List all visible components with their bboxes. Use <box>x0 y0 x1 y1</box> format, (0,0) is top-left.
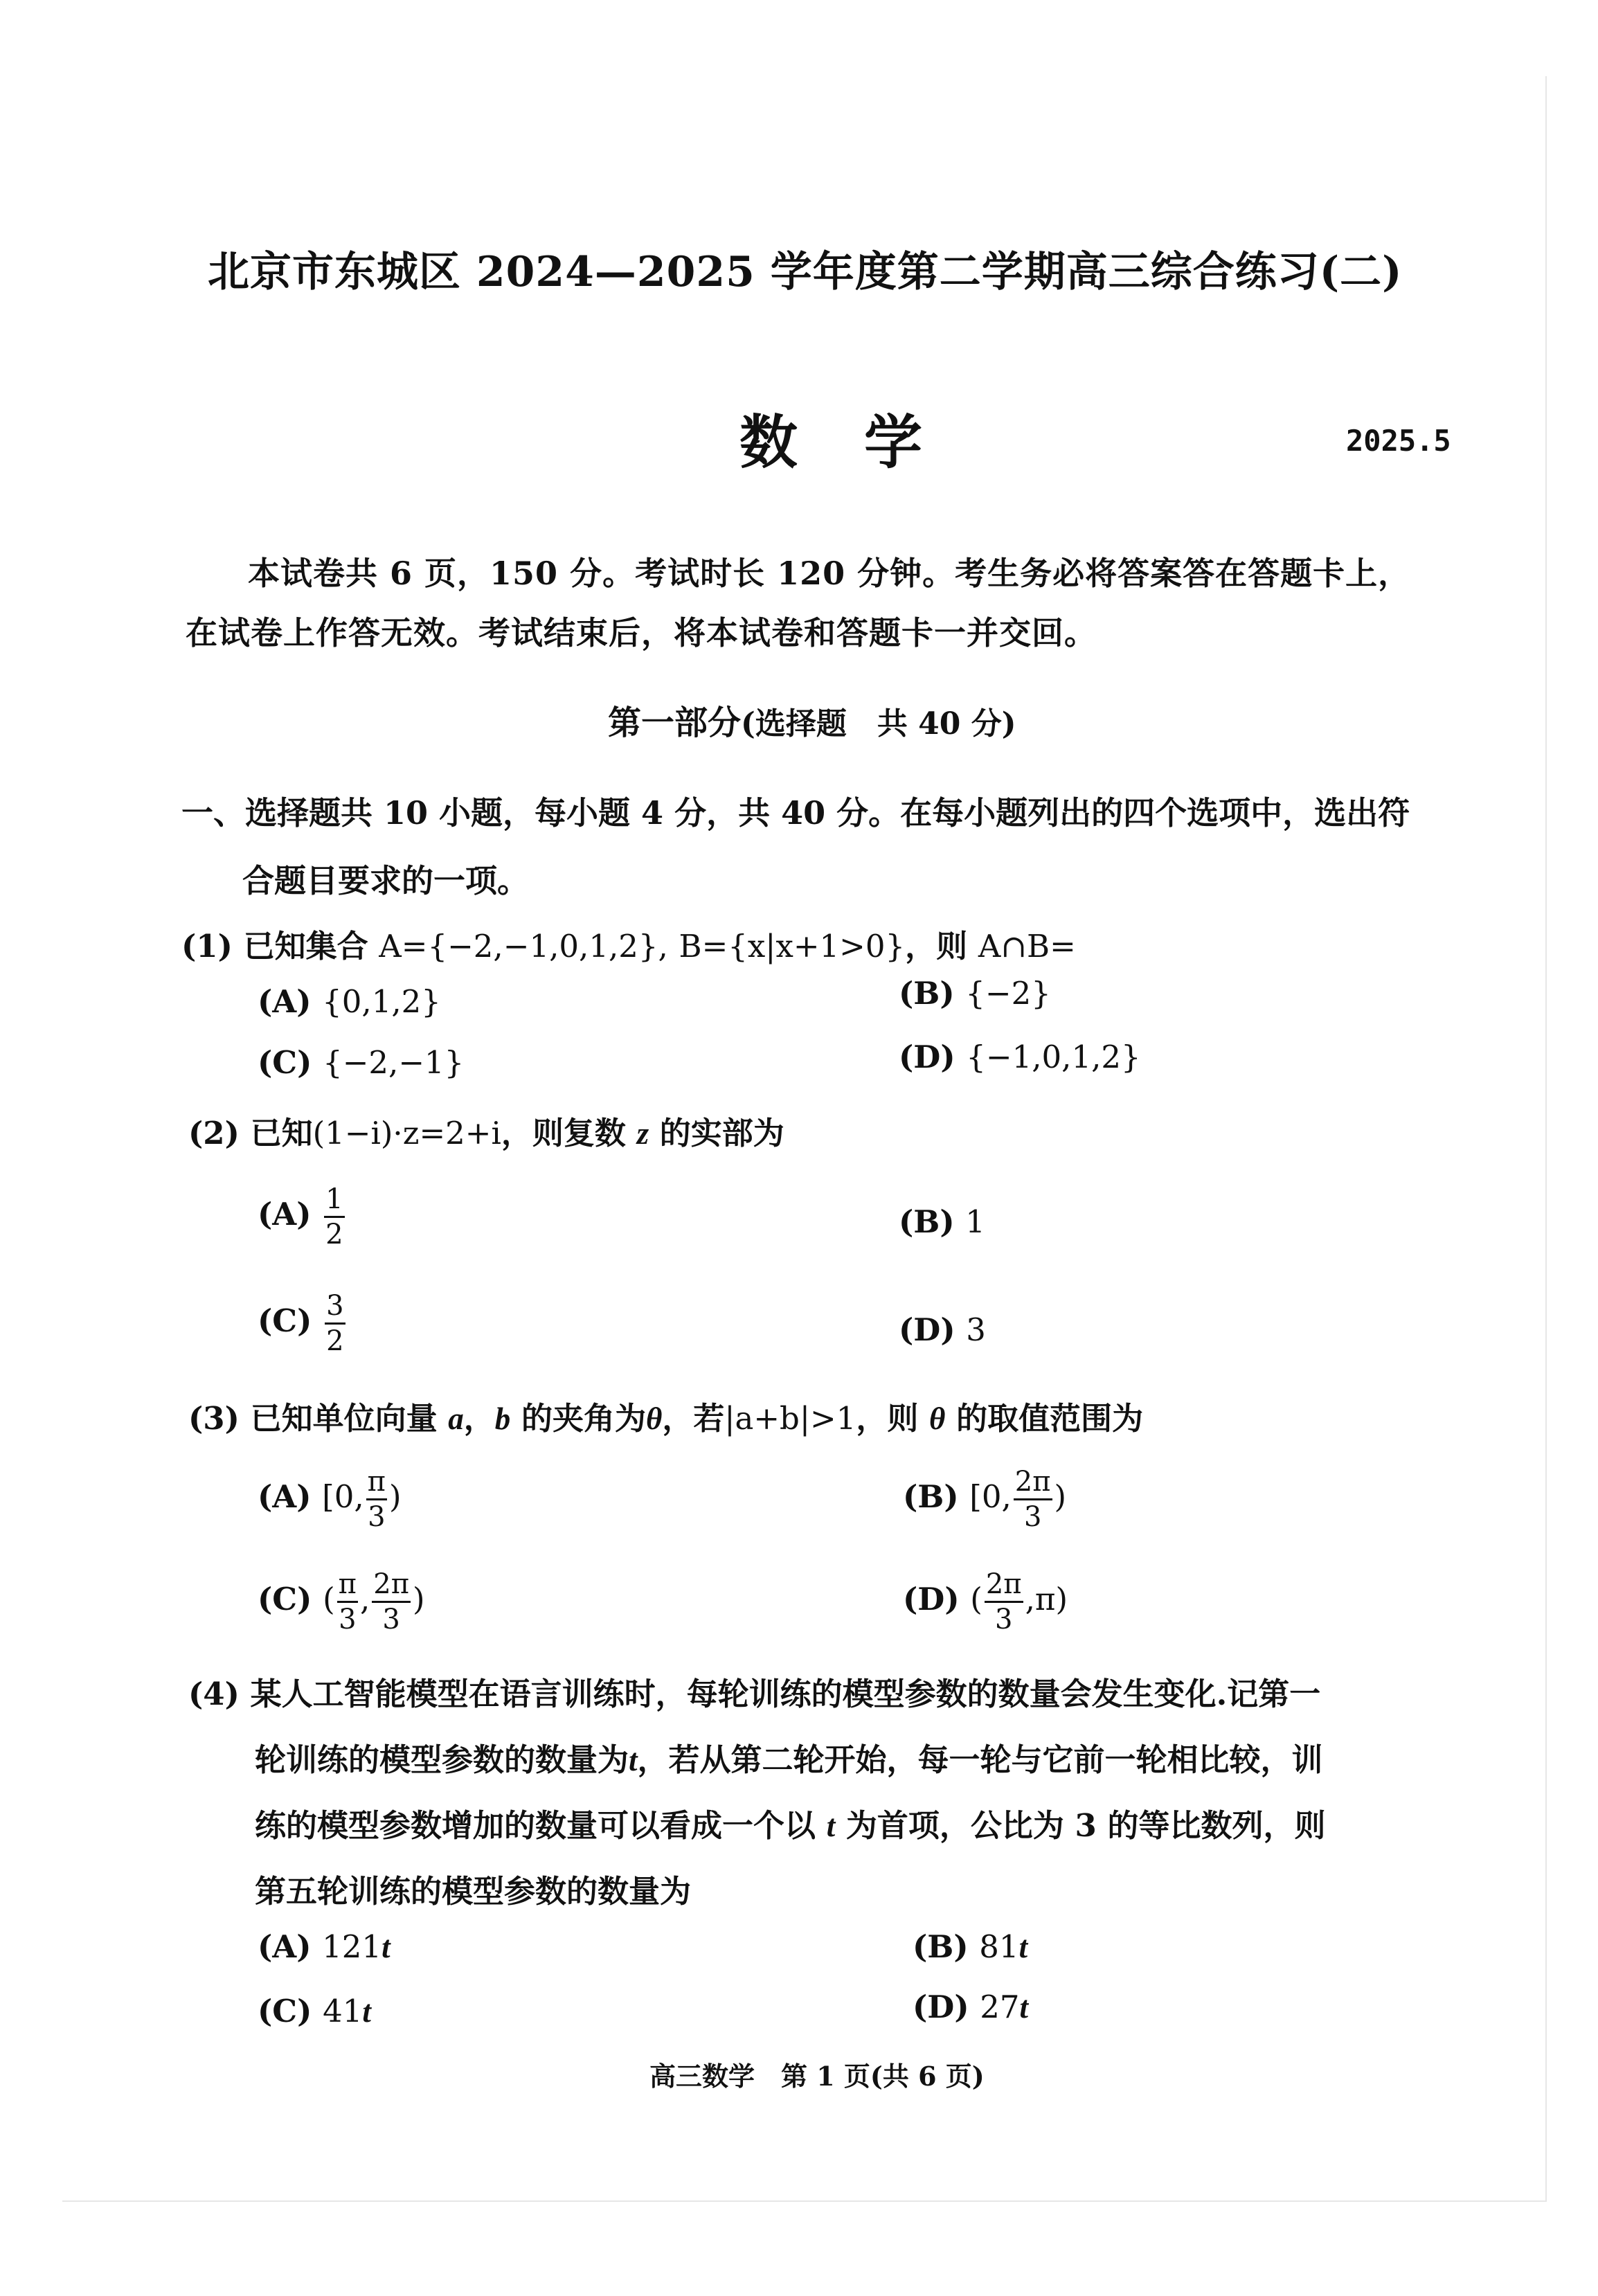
page-footer: 高三数学 第 1 页(共 6 页) <box>649 2061 985 2092</box>
interval-comma: , <box>359 1581 370 1617</box>
option-label: (A) <box>258 1478 312 1515</box>
fraction-denominator: 2 <box>326 1325 344 1357</box>
option-value: 81 <box>979 1928 1019 1965</box>
question-2-text-a: 已知 <box>250 1115 313 1151</box>
fraction <box>1014 1468 1052 1531</box>
vector-b: b <box>494 1401 511 1436</box>
question-1-stem: (1) 已知集合 A={−2,−1,0,1,2}, B={x|x+1>0}，则 A∩B= <box>181 928 1076 965</box>
theta-symbol: θ <box>929 1401 946 1436</box>
question-4-option-c <box>258 1993 371 2029</box>
question-1-text-a: 已知集合 <box>243 928 368 965</box>
fraction-numerator: 2π <box>1014 1468 1052 1500</box>
interval-close: ) <box>388 1478 402 1515</box>
fraction <box>372 1570 411 1633</box>
question-3-comma: ， <box>463 1400 495 1437</box>
fraction-numerator: 2π <box>372 1570 411 1603</box>
question-3-option-b <box>903 1468 1066 1531</box>
question-2-number: (2) <box>188 1115 240 1151</box>
option-value: {−2,−1} <box>323 1044 465 1081</box>
subject-heading <box>739 396 926 480</box>
variable-t: t <box>1019 1990 1029 2025</box>
part-name: 第一部分 <box>608 703 742 742</box>
fraction <box>337 1570 358 1633</box>
fraction-denominator: 2 <box>325 1219 343 1250</box>
part-paren-close: 共 40 分) <box>877 706 1016 742</box>
interval-close: ,π) <box>1025 1581 1068 1617</box>
option-label: (B) <box>903 1478 959 1515</box>
question-4-line-3 <box>255 1800 1326 1845</box>
question-4-text-3a: 练的模型参数增加的数量可以看成一个以 <box>255 1807 816 1844</box>
interval-close: ) <box>413 1581 425 1617</box>
fraction-denominator: 3 <box>382 1604 400 1635</box>
question-4-number: (4) <box>188 1676 240 1712</box>
option-label: (A) <box>258 1196 312 1232</box>
option-label: (B) <box>913 1928 969 1965</box>
question-2-text-c: 的实部为 <box>659 1115 784 1151</box>
question-1-option-a <box>258 983 441 1020</box>
notice-line-1: 本试卷共 6 页，150 分。考试时长 120 分钟。考生务必将答案答在答题卡上， <box>248 555 1411 592</box>
question-2-option-a <box>258 1185 347 1248</box>
option-label: (A) <box>258 983 312 1020</box>
option-value: 1 <box>965 1203 985 1240</box>
question-3-stem <box>188 1393 1143 1438</box>
fraction-denominator: 3 <box>339 1604 357 1635</box>
option-label: (D) <box>913 1989 969 2025</box>
variable-t: t <box>381 1930 390 1964</box>
question-3-option-a <box>258 1468 402 1531</box>
fraction <box>366 1468 387 1531</box>
question-3-condition: |a+b|>1 <box>724 1400 856 1437</box>
interval-open: [0, <box>322 1478 364 1515</box>
question-1-set-b: B={x|x+1>0} <box>679 928 906 965</box>
question-1-number: (1) <box>181 928 233 965</box>
option-value: {−1,0,1,2} <box>966 1039 1141 1075</box>
fraction-denominator: 3 <box>1023 1501 1042 1533</box>
question-4-option-a <box>258 1928 390 1965</box>
option-label: (C) <box>258 1581 312 1617</box>
question-3-text-c: ，若 <box>662 1400 725 1437</box>
part-paren-open: (选择题 <box>741 706 847 742</box>
option-label: (B) <box>899 1203 955 1240</box>
question-3-option-c <box>258 1570 425 1633</box>
question-3-option-d <box>903 1570 1068 1633</box>
question-3-text-d: ，则 <box>856 1400 919 1437</box>
question-2-stem <box>188 1108 784 1153</box>
question-1-option-c <box>258 1044 464 1081</box>
fraction <box>985 1570 1023 1633</box>
question-2-option-b <box>899 1203 985 1240</box>
question-4-line-4: 第五轮训练的模型参数的数量为 <box>255 1873 692 1910</box>
question-4-option-b <box>913 1928 1027 1965</box>
question-4-text-2a: 轮训练的模型参数的数量为 <box>255 1741 629 1778</box>
interval-close: ) <box>1054 1478 1067 1515</box>
exam-title: 北京市东城区 2024—2025 学年度第二学期高三综合练习(二) <box>208 248 1403 296</box>
question-1-option-d <box>899 1039 1141 1075</box>
fraction-denominator: 3 <box>368 1501 386 1533</box>
question-1-text-b: ，则 <box>905 928 968 965</box>
fraction-numerator: 1 <box>324 1185 344 1218</box>
question-2-expr: (1−i)·z=2+i <box>312 1115 501 1151</box>
option-value: 27 <box>980 1989 1020 2025</box>
question-4-line-2 <box>255 1734 1323 1779</box>
option-label: (D) <box>899 1039 955 1075</box>
interval-open: ( <box>323 1581 335 1617</box>
option-value: {−2} <box>965 975 1051 1012</box>
section-instruction-2: 合题目要求的一项。 <box>242 862 529 899</box>
question-2-option-d <box>899 1311 986 1348</box>
option-label: (D) <box>899 1311 955 1348</box>
option-value: 121 <box>322 1928 382 1965</box>
option-value: 3 <box>966 1311 986 1348</box>
option-label: (D) <box>903 1581 960 1617</box>
subject-char-1: 数 <box>739 408 802 476</box>
fraction-numerator: π <box>366 1468 387 1500</box>
question-4-text-3b: 为首项，公比为 3 的等比数列，则 <box>845 1807 1326 1844</box>
variable-t: t <box>826 1809 836 1843</box>
theta-symbol: θ <box>645 1401 663 1436</box>
fraction-numerator: π <box>337 1570 358 1603</box>
notice-line-2: 在试卷上作答无效。考试结束后，将本试卷和答题卡一并交回。 <box>186 614 1097 652</box>
question-4-text-1: 某人工智能模型在语言训练时，每轮训练的模型参数的数量会发生变化.记第一 <box>250 1676 1321 1712</box>
option-label: (B) <box>899 975 955 1012</box>
option-value: 41 <box>323 1993 363 2029</box>
variable-t: t <box>1018 1930 1028 1964</box>
question-1-ask: A∩B= <box>978 928 1076 965</box>
fraction <box>325 1292 345 1355</box>
variable-t: t <box>629 1743 638 1777</box>
question-4-text-2b: ，若从第二轮开始，每一轮与它前一轮相比较，训 <box>637 1741 1323 1778</box>
fraction-numerator: 2π <box>985 1570 1023 1603</box>
part-title <box>608 696 1016 744</box>
section-instruction-1: 一、选择题共 10 小题，每小题 4 分，共 40 分。在每小题列出的四个选项中，选出符 <box>181 794 1410 832</box>
question-4-line-1 <box>188 1669 1320 1714</box>
subject-char-2: 学 <box>864 408 927 476</box>
question-2-var: z <box>636 1116 649 1151</box>
scan-edge-bottom <box>62 2200 1547 2202</box>
vector-a: a <box>448 1401 464 1436</box>
question-2-option-c <box>258 1292 348 1355</box>
question-2-text-b: ，则复数 <box>501 1115 626 1151</box>
fraction <box>324 1185 344 1248</box>
interval-open: [0, <box>969 1478 1012 1515</box>
question-3-text-b: 的夹角为 <box>521 1400 646 1437</box>
option-value: {0,1,2} <box>322 983 441 1020</box>
question-1-option-b <box>899 975 1051 1012</box>
fraction-denominator: 3 <box>994 1604 1013 1635</box>
fraction-numerator: 3 <box>325 1292 345 1325</box>
question-4-option-d <box>913 1989 1028 2025</box>
option-label: (A) <box>258 1928 312 1965</box>
option-label: (C) <box>258 1302 312 1339</box>
variable-t: t <box>362 1994 371 2029</box>
interval-open: ( <box>970 1581 982 1617</box>
question-3-number: (3) <box>188 1400 240 1437</box>
exam-date: 2025.5 <box>1346 424 1451 458</box>
question-1-set-a: A={−2,−1,0,1,2} <box>379 928 658 965</box>
question-3-text-a: 已知单位向量 <box>250 1400 438 1437</box>
option-label: (C) <box>258 1993 312 2029</box>
question-3-text-e: 的取值范围为 <box>956 1400 1144 1437</box>
option-label: (C) <box>258 1044 312 1081</box>
scan-edge-right <box>1545 76 1547 2202</box>
